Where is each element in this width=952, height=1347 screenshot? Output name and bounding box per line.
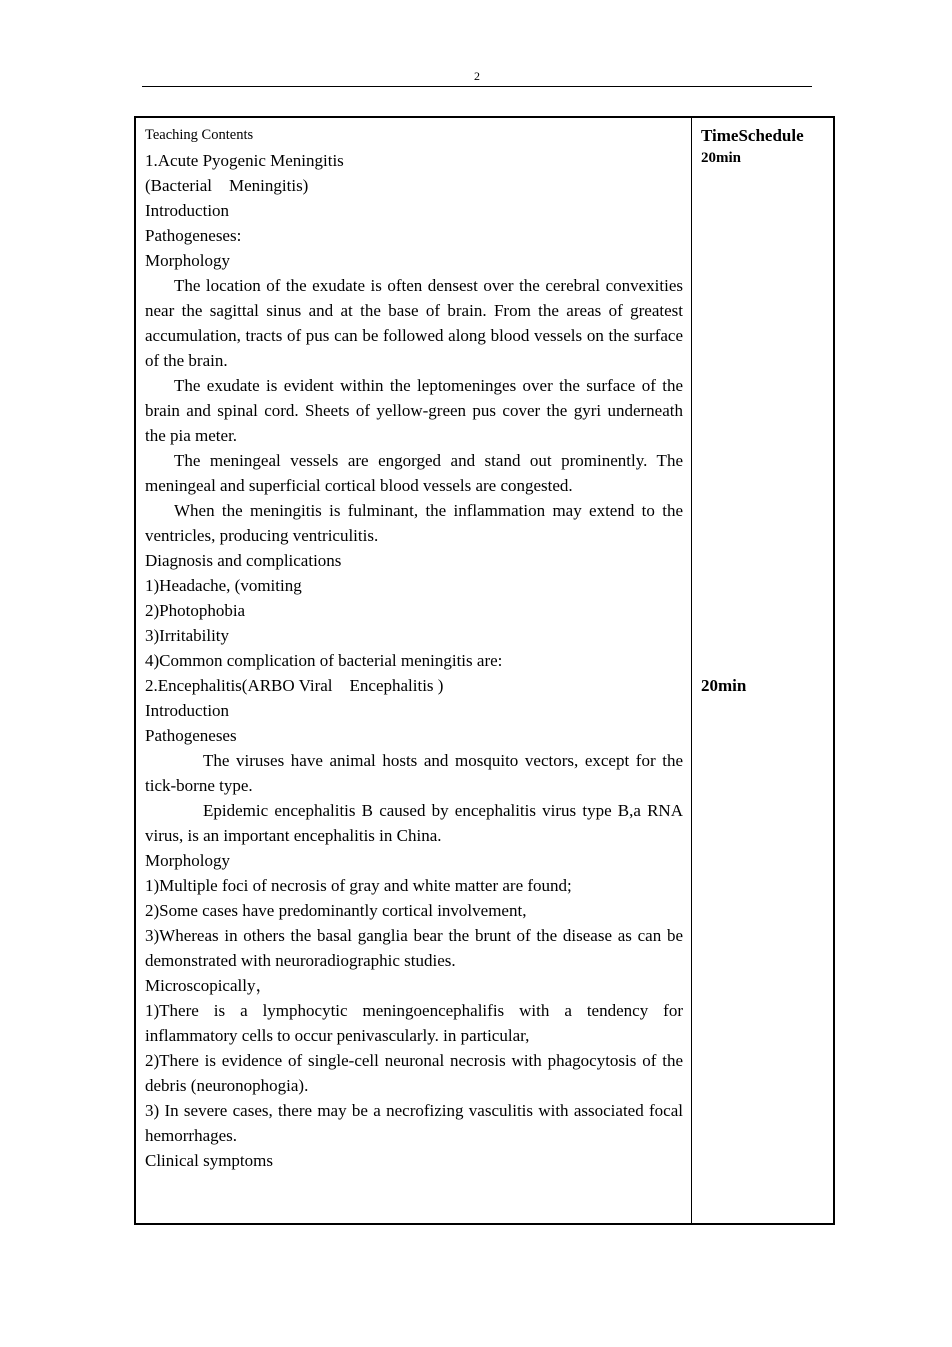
list-item: 3) In severe cases, there may be a necrofizing vasculitis with associated focal hemorrhages. [145,1101,683,1145]
list-item: 2)Photophobia [145,601,246,620]
heading-introduction: Introduction [145,201,230,220]
paragraph: Epidemic encephalitis B caused by encephalitis virus type B,a RNA virus, is an important encephalitis in China. [145,801,683,845]
paragraph: When the meningitis is fulminant, the inflammation may extend to the ventricles, producing ventriculitis. [145,501,683,545]
heading-microscopically: Microscopically， [145,976,273,995]
list-item: 1)There is a lymphocytic meningoencephalifis with a tendency for inflammatory cells to occur penivascularly. in particular, [145,1001,683,1045]
heading-introduction: Introduction [145,701,230,720]
list-item: 2)Some cases have predominantly cortical involvement, [145,901,527,920]
section-title-meningitis: 1.Acute Pyogenic Meningitis [145,151,344,170]
teaching-contents-header: Teaching Contents [145,127,254,143]
section-subtitle: (Bacterial Meningitis) [145,176,309,195]
heading-morphology: Morphology [145,251,230,270]
header-rule [142,86,812,87]
list-item: 3)Irritability [145,626,230,645]
list-item: 3)Whereas in others the basal ganglia bear the brunt of the disease as can be demonstrated with neuroradiographic studies. [145,926,683,970]
list-item: 1)Headache, (vomiting [145,576,302,595]
paragraph: The meningeal vessels are engorged and stand out prominently. The meningeal and superficial cortical blood vessels are congested. [145,451,683,495]
paragraph: The location of the exudate is often densest over the cerebral convexities near the sagittal sinus and at the base of brain. From the areas of greatest accumulation, tracts of pus can be followed along blood vessels on the surface of the brain. [145,276,683,370]
heading-morphology: Morphology [145,851,230,870]
time-value: 20min [701,676,747,695]
page-number: 2 [474,69,480,83]
paragraph: The viruses have animal hosts and mosquito vectors, except for the tick-borne type. [145,751,683,795]
paragraph: The exudate is evident within the leptomeninges over the surface of the brain and spinal cord. Sheets of yellow-green pus cover the gyri underneath the pia meter. [145,376,683,445]
column-divider [691,118,692,1223]
section-title-encephalitis: 2.Encephalitis(ARBO Viral Encephalitis ) [145,676,444,695]
list-item: 1)Multiple foci of necrosis of gray and white matter are found; [145,876,572,895]
time-schedule-header: TimeSchedule [701,126,804,145]
teaching-contents-column [145,123,683,1173]
teaching-table [134,116,835,1225]
time-schedule-column [701,123,831,695]
heading-clinical-symptoms: Clinical symptoms [145,1151,273,1170]
list-item: 4)Common complication of bacterial meningitis are: [145,651,503,670]
heading-diagnosis: Diagnosis and complications [145,551,342,570]
time-value: 20min [701,150,742,166]
list-item: 2)There is evidence of single-cell neuronal necrosis with phagocytosis of the debris (neuronophogia). [145,1051,683,1095]
heading-pathogeneses: Pathogeneses [145,726,237,745]
heading-pathogeneses: Pathogeneses: [145,226,242,245]
